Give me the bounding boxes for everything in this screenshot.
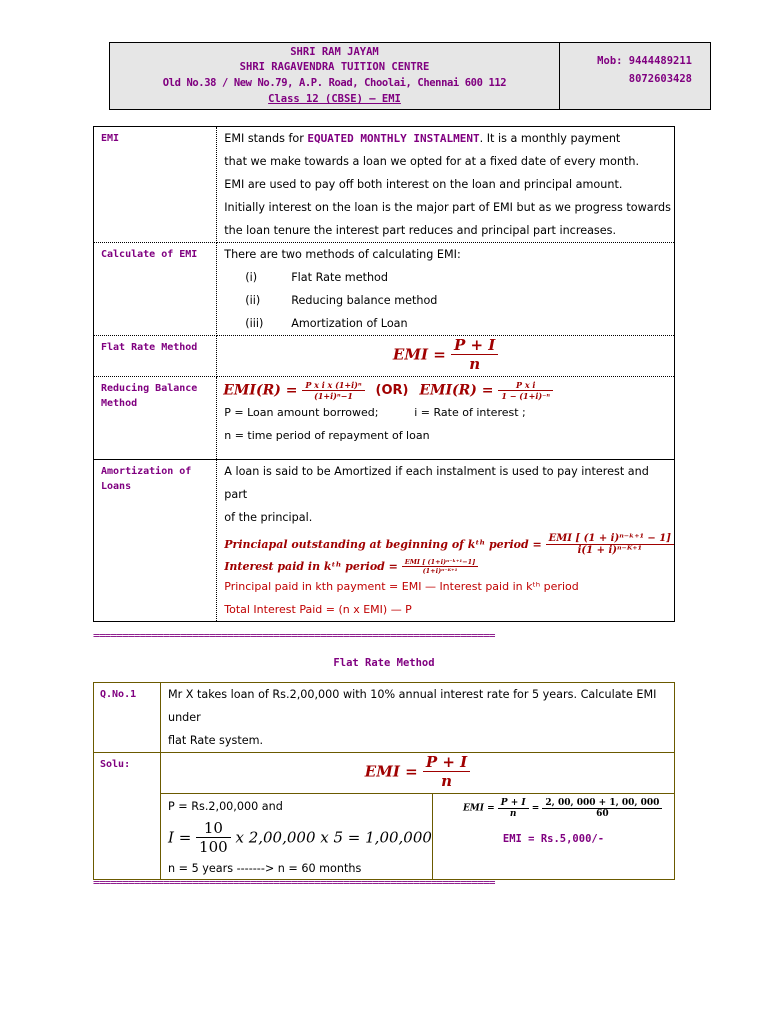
emi-line-5: the loan tenure the interest part reduces and principal part increases. [224, 224, 617, 237]
method-num-2: (ii) [245, 294, 261, 307]
calc-num-1: P + I [498, 798, 529, 809]
flat-label-cell [94, 336, 217, 377]
amort-label-1: Amortization of [101, 466, 192, 477]
flat-formula-lhs: EMI = [392, 345, 446, 364]
emi-text-cell [217, 127, 675, 243]
calc-den-2: 60 [596, 809, 609, 819]
flat-formula-denominator: n [469, 355, 481, 373]
reducing-num-2: P x i [498, 380, 553, 391]
calc-label: Calculate of EMI [101, 249, 198, 260]
reducing-or: (OR) [375, 383, 409, 398]
interest-rate-den: 100 [199, 838, 228, 856]
period-given: n = 5 years -------> n = 60 months [168, 862, 362, 875]
mobile-number-1: Mob: 9444489211 [597, 55, 692, 67]
flat-formula-numerator: P + I [451, 336, 498, 355]
reducing-den-2: 1 − (1+i)⁻ⁿ [501, 391, 551, 401]
emi-label-cell [94, 127, 217, 243]
calc-num-2: 2, 00, 000 + 1, 00, 000 [542, 798, 662, 809]
flat-row [94, 336, 675, 377]
interest-den: (1+i)ⁿ⁻ᴷ⁺¹ [422, 567, 458, 575]
reducing-den-1: (1+i)ⁿ−1 [314, 391, 353, 401]
separator-line-1: ===================================================================== [93, 629, 495, 642]
emi-line-2: that we make towards a loan we opted for at a fixed date of every month. [224, 155, 640, 168]
outstanding-den: i(1 + i)ⁿ⁻ᴷ⁺¹ [577, 545, 642, 556]
emi-calculation [433, 794, 674, 819]
calc-text-cell [217, 243, 675, 336]
amort-label-2: Loans [101, 481, 132, 492]
solution-emi-lhs: EMI = [364, 762, 418, 781]
method-text-2: Reducing balance method [291, 294, 438, 307]
amort-label [94, 460, 216, 494]
calc-den-1: n [509, 809, 517, 819]
n-definition: n = time period of repayment of loan [224, 429, 430, 442]
calc-fraction-2 [542, 798, 662, 819]
reducing-label-1: Reducing Balance [101, 383, 198, 394]
calc-fraction-1 [498, 798, 529, 819]
amort-line-1: A loan is said to be Amortized if each instalment is used to pay interest and part [224, 465, 649, 501]
i-definition: i = Rate of interest ; [414, 406, 526, 419]
calc-label-cell [94, 243, 217, 336]
definitions-table [93, 126, 675, 622]
method-num-1: (i) [245, 271, 258, 284]
header-line-3: Old No.38 / New No.79, A.P. Road, Choolai, Chennai 600 112 [162, 77, 507, 89]
flat-formula-fraction [451, 336, 498, 373]
solution-label-cell [94, 753, 161, 880]
solution-label: Solu: [100, 759, 131, 770]
question-line-2: flat Rate system. [168, 734, 264, 747]
outstanding-lhs: Princiapal outstanding at beginning of kᵗʰ period = [224, 538, 542, 551]
header-line-1: SHRI RAM JAYAM [290, 46, 379, 58]
question-label-cell [94, 683, 161, 753]
emi-line-4: Initially interest on the loan is the major part of EMI but as we progress towards [224, 201, 671, 214]
outstanding-formula [217, 529, 674, 556]
reducing-label-2: Method [101, 398, 138, 409]
calc-equals: = [531, 803, 540, 814]
header-address-block [110, 43, 560, 109]
emi-line-3: EMI are used to pay off both interest on the loan and principal amount. [224, 178, 623, 191]
solution-emi-num: P + I [423, 753, 470, 772]
emi-result: EMI = Rs.5,000/- [502, 833, 605, 845]
header-line-2: SHRI RAGAVENDRA TUITION CENTRE [239, 61, 430, 73]
header-contact-block [562, 43, 710, 109]
method-num-3: (iii) [245, 317, 264, 330]
solution-emi-formula-cell [161, 753, 675, 794]
principal-given: P = Rs.2,00,000 and [168, 800, 283, 813]
question-row [94, 683, 675, 753]
solution-work-row [94, 794, 675, 880]
amort-cell [217, 460, 675, 622]
emi-line-1 [217, 127, 674, 150]
header-line-4: Class 12 (CBSE) – EMI [268, 93, 401, 105]
method-item-1 [217, 266, 674, 289]
interest-formula [217, 556, 674, 575]
emi-label: EMI [101, 133, 120, 144]
separator-line-2: ===================================================================== [93, 876, 495, 889]
reducing-fraction-2 [498, 380, 553, 401]
emi-line-1c: . It is a monthly payment [479, 132, 621, 145]
p-definition: P = Loan amount borrowed; [224, 406, 379, 419]
total-interest-line: Total Interest Paid = (n x EMI) — P [224, 603, 412, 616]
method-item-3 [217, 312, 674, 335]
emi-full-form: EQUATED MONTHLY INSTALMENT [307, 132, 480, 145]
header-box [109, 42, 711, 110]
emi-row [94, 127, 675, 243]
reducing-fraction-1 [302, 380, 364, 401]
reducing-cell [217, 377, 675, 460]
interest-computation [161, 813, 432, 856]
reducing-label-cell [94, 377, 217, 460]
interest-rate-fraction [196, 819, 231, 856]
amort-label-cell [94, 460, 217, 622]
emi-line-1a: EMI stands for [224, 132, 308, 145]
reducing-pi-defs [217, 401, 674, 424]
interest-rhs: x 2,00,000 x 5 = 1,00,000 [235, 828, 432, 847]
solution-result-cell [432, 794, 674, 880]
mobile-number-2: 8072603428 [628, 73, 692, 85]
reducing-lhs-2: EMI(R) = [419, 382, 494, 399]
calc-row [94, 243, 675, 336]
interest-lhs: Interest paid in kᵗʰ period = [224, 560, 398, 573]
flat-label: Flat Rate Method [101, 342, 198, 353]
interest-fraction [402, 558, 479, 575]
amort-row [94, 460, 675, 622]
method-text-1: Flat Rate method [291, 271, 389, 284]
method-item-2 [217, 289, 674, 312]
reducing-num-1: P x i x (1+i)ⁿ [302, 380, 364, 391]
calc-lhs: EMI = [462, 803, 495, 814]
outstanding-num: EMI [ (1 + i)ⁿ⁻ᵏ⁺¹ − 1] [546, 533, 674, 545]
principal-paid-line: Principal paid in kth payment = EMI — Interest paid in kᵗʰ period [224, 580, 579, 593]
solution-emi-fraction [423, 753, 470, 790]
solution-given-cell [161, 794, 433, 880]
solution-formula-row [94, 753, 675, 794]
interest-lhs-symbol: I = [168, 828, 192, 847]
question-table [93, 682, 675, 880]
calc-intro: There are two methods of calculating EMI: [224, 248, 461, 261]
method-text-3: Amortization of Loan [291, 317, 408, 330]
solution-emi-den: n [441, 772, 452, 790]
reducing-formula [217, 377, 674, 401]
question-line-1: Mr X takes loan of Rs.2,00,000 with 10% annual interest rate for 5 years. Calculate EMI under [168, 688, 657, 724]
amort-line-2: of the principal. [224, 511, 313, 524]
outstanding-fraction [546, 533, 674, 556]
question-text-cell [161, 683, 675, 753]
reducing-row [94, 377, 675, 460]
question-label: Q.No.1 [100, 689, 137, 700]
section-title: Flat Rate Method [333, 657, 435, 669]
interest-rate-num: 10 [196, 819, 231, 838]
reducing-label [94, 377, 216, 411]
flat-formula-cell [217, 336, 675, 377]
interest-num: EMI [ (1+i)ⁿ⁻ᵏ⁺¹−1] [402, 558, 479, 567]
reducing-lhs-1: EMI(R) = [223, 382, 298, 399]
